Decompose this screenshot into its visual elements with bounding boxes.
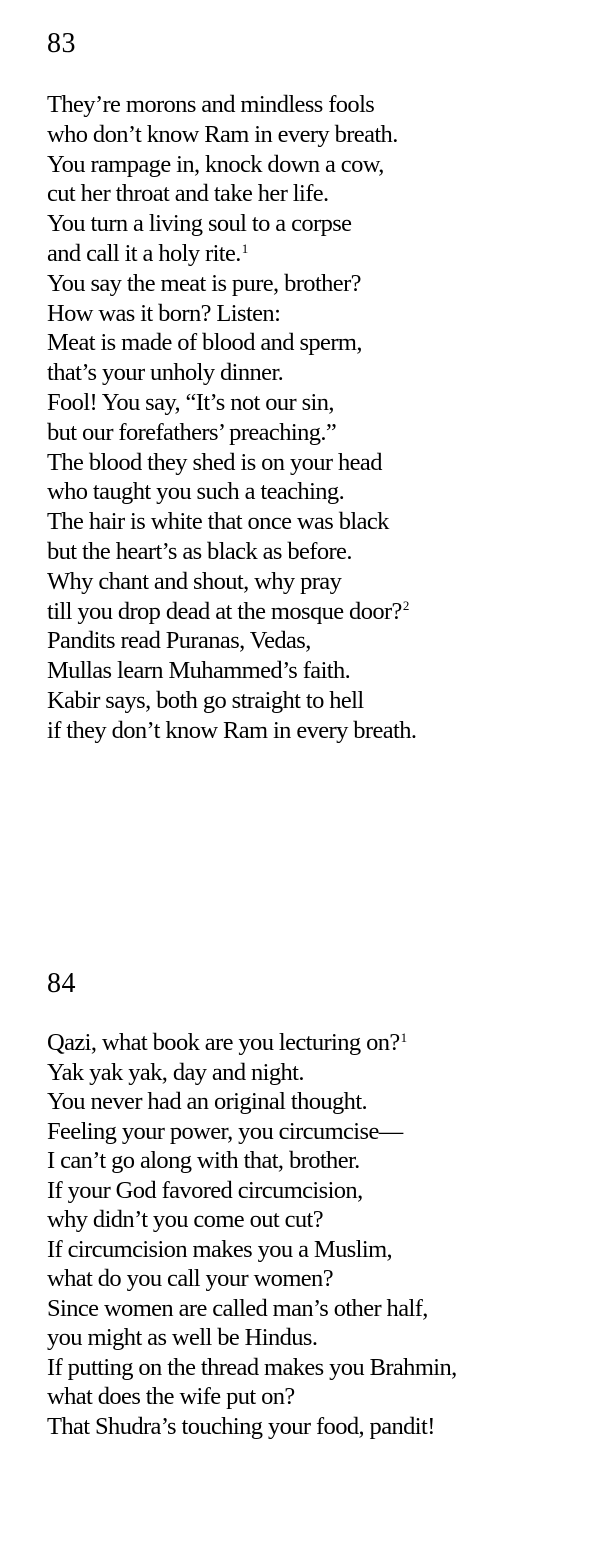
poem-text [47,90,587,746]
line-text: You never had an original thought. [47,1088,368,1115]
line-text: If your God favored circumcision, [47,1176,363,1204]
line-text: If circumcision makes you a Muslim, [47,1235,393,1263]
line-text: you might as well be Hindus. [47,1324,318,1351]
poem-number: 84 [47,968,76,999]
line-text: but the heart’s as black as before. [47,537,352,565]
poem-line [47,269,587,299]
poem-line [47,597,587,627]
poem-line [47,537,587,567]
line-text: if they don’t know Ram in every breath. [47,716,417,744]
footnote-marker[interactable]: 1 [400,1029,407,1045]
poem-line [47,328,587,358]
poem-line [47,1323,587,1353]
poem-line [47,358,587,388]
poem-line [47,1412,587,1442]
line-text: Mullas learn Muhammed’s faith. [47,657,351,685]
line-text: The blood they shed is on your head [47,448,382,476]
line-text: till you drop dead at the mosque door? [47,597,402,625]
line-text: Feeling your power, you circumcise— [47,1117,403,1145]
line-text: Kabir says, both go straight to hell [47,686,364,714]
line-text: who don’t know Ram in every breath. [47,120,398,148]
line-text: but our forefathers’ preaching.” [47,418,337,446]
footnote-marker[interactable]: 1 [241,240,248,256]
poem-line [47,1264,587,1294]
poem-line [47,448,587,478]
poem-line [47,1235,587,1265]
poem-line [47,388,587,418]
poem-line [47,1117,587,1147]
poem-line [47,1205,587,1235]
line-text: They’re morons and mindless fools [47,91,375,118]
poem-line [47,209,587,239]
line-text: That Shudra’s touching your food, pandit! [47,1412,435,1440]
line-text: How was it born? Listen: [47,299,281,327]
line-text: The hair is white that once was black [47,508,389,536]
line-text: Pandits read Puranas, Vedas, [47,627,311,655]
poem-line [47,686,587,716]
line-text: You say the meat is pure, brother? [47,269,361,297]
line-text: Why chant and shout, why pray [47,567,342,595]
poem-number: 83 [47,28,76,59]
line-text: cut her throat and take her life. [47,180,329,208]
poem-line [47,1176,587,1206]
poem-line [47,567,587,597]
footnote-marker[interactable]: 2 [402,598,409,614]
poem-line [47,1087,587,1117]
poem-line [47,150,587,180]
line-text: You rampage in, knock down a cow, [47,150,384,178]
poem-83 [47,22,587,746]
line-text: If putting on the thread makes you Brahmin, [47,1353,457,1381]
poem-line [47,626,587,656]
poem-line [47,1028,587,1058]
poem-line [47,299,587,329]
poem-line [47,120,587,150]
poem-line [47,179,587,209]
poem-84 [47,962,587,1441]
line-text: why didn’t you come out cut? [47,1206,324,1233]
poem-line [47,418,587,448]
poem-line [47,1058,587,1088]
line-text: that’s your unholy dinner. [47,359,284,387]
line-text: what do you call your women? [47,1265,333,1292]
poem-line [47,1353,587,1383]
poem-line [47,1146,587,1176]
line-text: who taught you such a teaching. [47,478,345,506]
poem-line [47,239,587,269]
line-text: I can’t go along with that, brother. [47,1147,360,1174]
poem-line [47,477,587,507]
poem-line [47,1294,587,1324]
line-text: Fool! You say, “It’s not our sin, [47,388,334,416]
poem-line [47,90,587,120]
line-text: Yak yak yak, day and night. [47,1058,304,1086]
line-text: Qazi, what book are you lecturing on? [47,1029,400,1056]
poem-line [47,656,587,686]
poem-line [47,507,587,537]
line-text: Since women are called man’s other half, [47,1294,428,1322]
poem-line [47,716,587,746]
line-text: what does the wife put on? [47,1383,295,1410]
line-text: You turn a living soul to a corpse [47,210,352,238]
poem-line [47,1382,587,1412]
line-text: Meat is made of blood and sperm, [47,329,362,357]
poem-text [47,1028,587,1441]
line-text: and call it a holy rite. [47,239,241,267]
